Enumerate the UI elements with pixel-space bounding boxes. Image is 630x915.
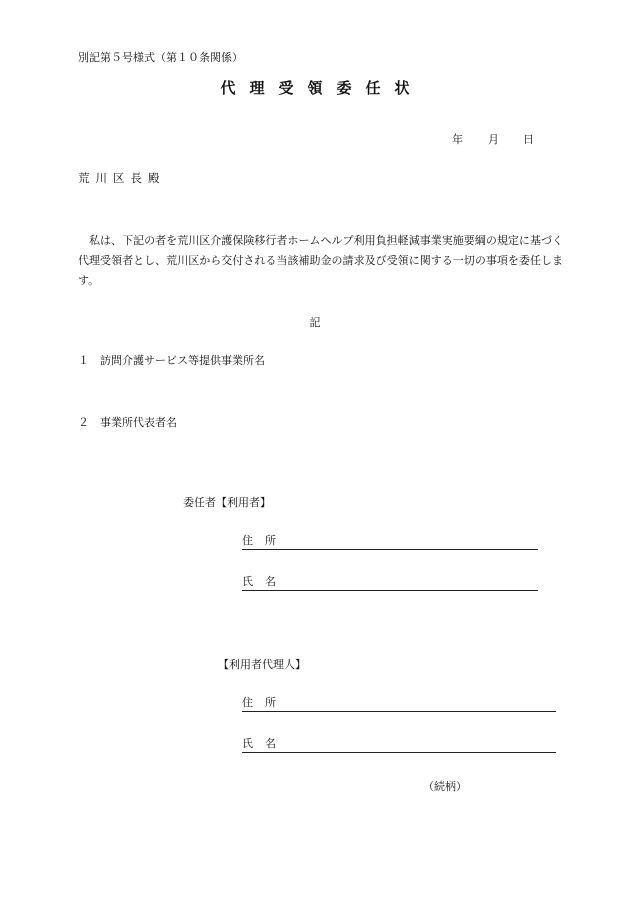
agent-name-label: 氏名 bbox=[242, 737, 288, 750]
relationship-label: （続柄） bbox=[423, 780, 467, 793]
item-number: ２ bbox=[78, 416, 89, 429]
date-month-label: 月 bbox=[488, 133, 499, 146]
principal-name-field[interactable] bbox=[242, 574, 538, 591]
form-number: 別記第５号様式（第１０条関係） bbox=[78, 51, 243, 64]
ki-heading: 記 bbox=[309, 316, 321, 329]
item-label: 訪問介護サービス等提供事業所名 bbox=[100, 354, 265, 367]
date-day-label: 日 bbox=[523, 133, 534, 146]
agent-address-label: 住所 bbox=[242, 696, 288, 709]
item-label: 事業所代表者名 bbox=[100, 416, 177, 429]
document-title: 代理受領委任状 bbox=[220, 79, 424, 97]
principal-address-field[interactable] bbox=[242, 533, 538, 550]
principal-section-label: 委任者【利用者】 bbox=[183, 496, 271, 509]
item-representative-name bbox=[78, 414, 177, 430]
delegation-statement: 私は、下記の者を荒川区介護保険移行者ホームヘルプ利用負担軽減事業実施要綱の規定に基づく代理受領者とし、荒川区から交付される当該補助金の請求及び受領に関する一切の事項を委任します。 bbox=[78, 234, 563, 287]
agent-section-label: 【利用者代理人】 bbox=[218, 658, 306, 671]
agent-name-field[interactable] bbox=[242, 736, 556, 753]
principal-address-label: 住所 bbox=[242, 534, 288, 547]
item-office-name bbox=[78, 352, 265, 368]
addressee: 荒川区長殿 bbox=[78, 171, 166, 185]
item-number: １ bbox=[78, 354, 89, 367]
agent-address-field[interactable] bbox=[242, 695, 556, 712]
date-year-label: 年 bbox=[452, 133, 463, 146]
principal-name-label: 氏名 bbox=[242, 575, 288, 588]
